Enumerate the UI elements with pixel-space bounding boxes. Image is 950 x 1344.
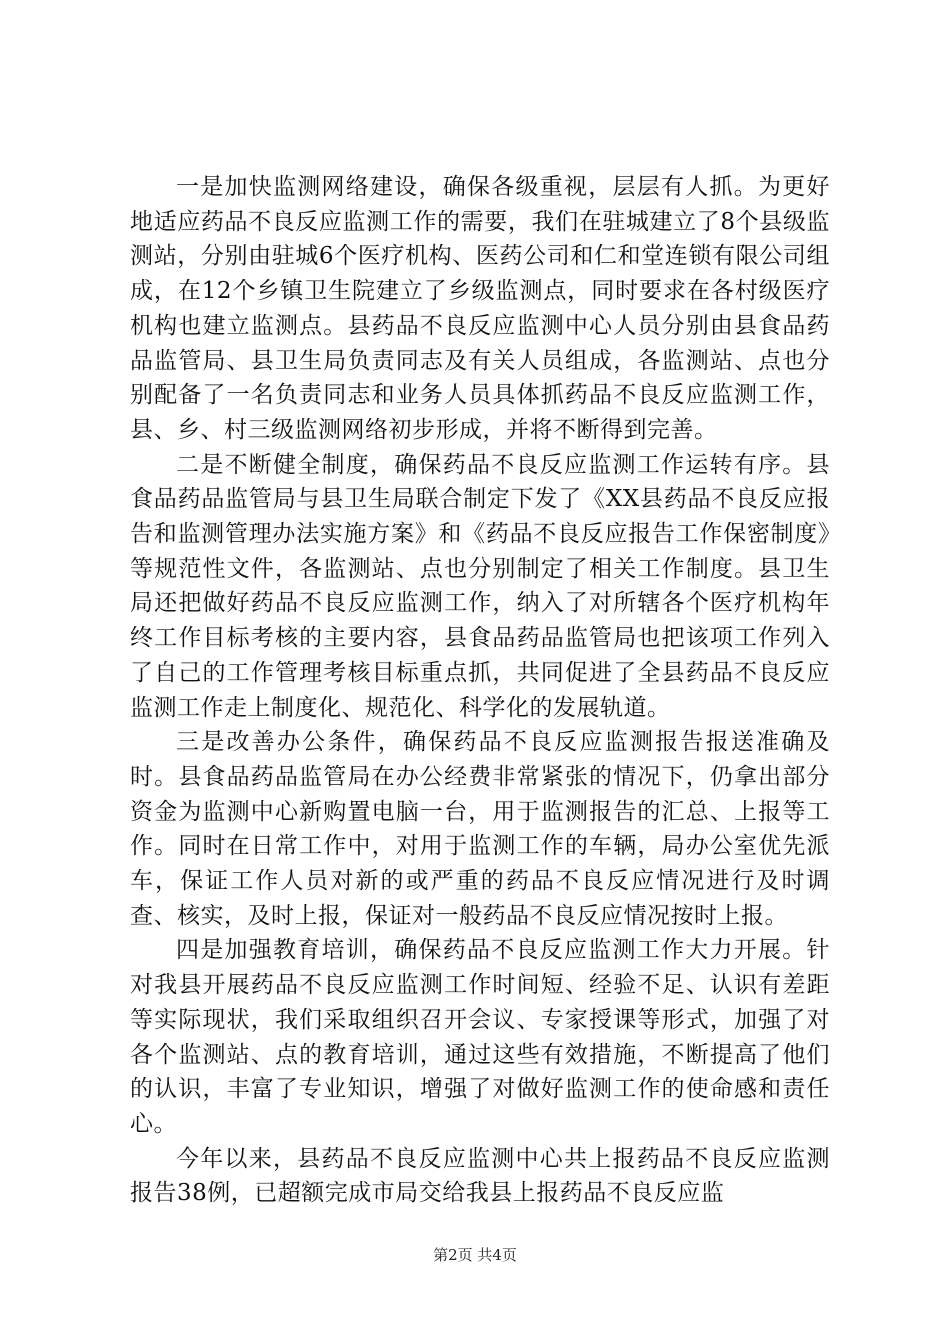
document-body bbox=[130, 170, 830, 1211]
paragraph-office-conditions: 三是改善办公条件，确保药品不良反应监测报告报送准确及时。县食品药品监管局在办公经费非常紧张的情况下，仍拿出部分资金为监测中心新购置电脑一台，用于监测报告的汇总、上报等工作。同时在日常工作中，对用于监测工作的车辆，局办公室优先派车，保证工作人员对新的或严重的药品不良反应情况进行及时调查、核实，及时上报，保证对一般药品不良反应情况按时上报。 bbox=[130, 729, 830, 929]
page-footer: 第2页 共4页 bbox=[433, 1246, 517, 1264]
paragraph-education-training: 四是加强教育培训，确保药品不良反应监测工作大力开展。针对我县开展药品不良反应监测工作时间短、经验不足、认识有差距等实际现状，我们采取组织召开会议、专家授课等形式，加强了对各个监测站、点的教育培训，通过这些有效措施，不断提高了他们的认识，丰富了专业知识，增强了对做好监测工作的使命感和责任心。 bbox=[130, 937, 830, 1137]
paragraph-network-building: 一是加快监测网络建设，确保各级重视，层层有人抓。为更好地适应药品不良反应监测工作的需要，我们在驻城建立了8个县级监测站，分别由驻城6个医疗机构、医药公司和仁和堂连锁有限公司组成，在12个乡镇卫生院建立了乡级监测点，同时要求在各村级医疗机构也建立监测点。县药品不良反应监测中心人员分别由县食品药品监管局、县卫生局负责同志及有关人员组成，各监测站、点也分别配备了一名负责同志和业务人员具体抓药品不良反应监测工作，县、乡、村三级监测网络初步形成，并将不断得到完善。 bbox=[130, 174, 830, 443]
paragraph-system-improvement: 二是不断健全制度，确保药品不良反应监测工作运转有序。县食品药品监管局与县卫生局联合制定下发了《XX县药品不良反应报告和监测管理办法实施方案》和《药品不良反应报告工作保密制度》等规范性文件，各监测站、点也分别制定了相关工作制度。县卫生局还把做好药品不良反应监测工作，纳入了对所辖各个医疗机构年终工作目标考核的主要内容，县食品药品监管局也把该项工作列入了自己的工作管理考核目标重点抓，共同促进了全县药品不良反应监测工作走上制度化、规范化、科学化的发展轨道。 bbox=[130, 451, 830, 721]
paragraph-annual-results: 今年以来，县药品不良反应监测中心共上报药品不良反应监测报告38例，已超额完成市局交给我县上报药品不良反应监 bbox=[130, 1145, 830, 1207]
